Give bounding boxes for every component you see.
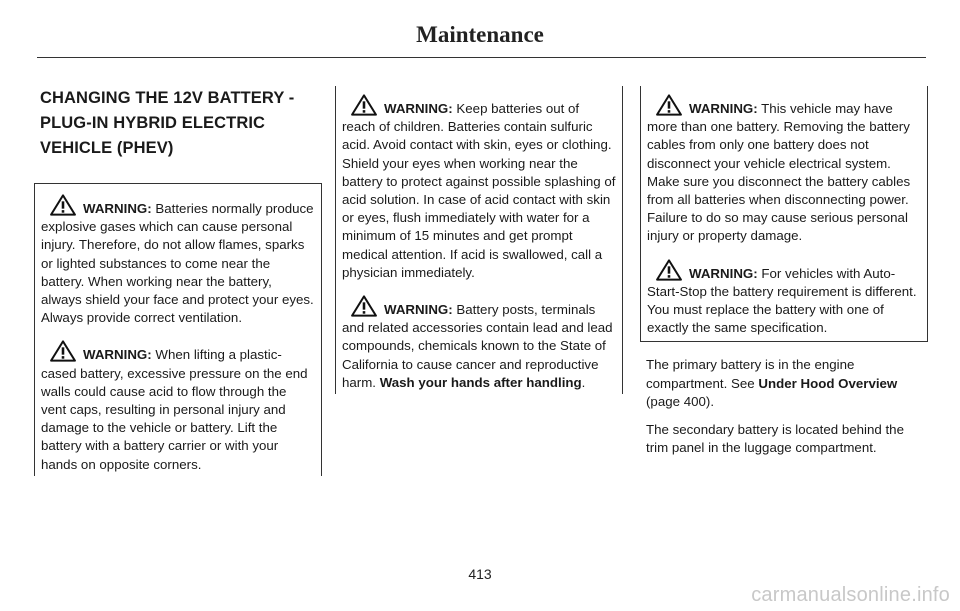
warning-label: WARNING: (384, 101, 453, 116)
warning-lifting-battery (41, 340, 315, 473)
warning-multiple-batteries (647, 94, 921, 246)
warning-triangle-icon (350, 295, 378, 317)
column-1 (40, 86, 316, 476)
primary-battery-paragraph (646, 356, 922, 411)
page-header-title: Maintenance (416, 22, 544, 47)
page-reference: (page 400). (646, 393, 715, 409)
warning-text: When lifting a plastic-cased battery, excessive pressure on the end walls could cause acid to flow through the vent caps, resulting in personal injury and damage to the vehicle or battery. Lift the battery with a battery carrier or with your hands on opposite corners. (41, 347, 308, 472)
secondary-battery-paragraph: The secondary battery is located behind the trim panel in the luggage compartment. (646, 422, 904, 456)
under-hood-overview-link[interactable]: Under Hood Overview (758, 375, 898, 391)
warning-explosive-gases (41, 194, 315, 327)
section-heading (40, 86, 316, 161)
heading-line-2: PLUG-IN HYBRID ELECTRIC (40, 114, 266, 132)
warning-triangle-icon (49, 340, 77, 362)
warning-children-acid (342, 94, 616, 282)
warning-triangle-icon (655, 259, 683, 281)
warning-label: WARNING: (384, 302, 453, 318)
warning-box-3 (640, 86, 928, 342)
header-divider (37, 57, 926, 58)
warning-triangle-icon (49, 194, 77, 216)
heading-line-3: VEHICLE (PHEV) (40, 139, 174, 157)
warning-text: This vehicle may have more than one battery. Removing the battery cables from only one battery does not disconnect your vehicle electrical system. Make sure you disconnect the battery cables from all batteries when disconnecting power. Failure to do so may cause serious personal injury or property damage. (647, 101, 911, 244)
page-number: 413 (468, 566, 492, 582)
warning-label: WARNING: (689, 265, 758, 281)
warning-auto-start-stop (647, 259, 921, 338)
warning-label: WARNING: (83, 347, 152, 363)
paragraph-text: The primary battery is in the engine compartment. See (646, 357, 855, 391)
warning-text: For vehicles with Auto-Start-Stop the battery requirement is different. You must replace the battery with one of exactly the same specification. (647, 265, 917, 336)
warning-text: Battery posts, terminals and related accessories contain lead and lead compounds, chemicals known to the State of California to cause cancer and reproductive harm. (342, 302, 613, 390)
warning-triangle-icon (350, 94, 378, 116)
column-2 (341, 86, 617, 394)
warning-triangle-icon (655, 94, 683, 116)
heading-line-1: CHANGING THE 12V BATTERY - (40, 89, 295, 107)
warning-label: WARNING: (83, 201, 152, 216)
warning-text: Batteries normally produce explosive gases which can cause personal injury. Therefore, do not allow flames, sparks or lighted substances to come near the battery. When working near the battery, always shield your face and protect your eyes. Always provide correct ventilation. (41, 201, 314, 326)
warning-box-2 (335, 86, 623, 394)
warning-box-1 (34, 183, 322, 476)
warning-lead-compounds (342, 295, 616, 392)
column-3 (646, 86, 922, 467)
warning-emphasis: Wash your hands after handling (379, 374, 582, 390)
watermark: carmanualsonline.info (751, 584, 950, 606)
warning-end: . (581, 374, 586, 390)
warning-text: Keep batteries out of reach of children. Batteries contain sulfuric acid. Avoid contact with skin, eyes or clothing. Shield your eyes when working near the battery to protect against possible splashing of acid solution. In case of acid contact with skin or eyes, flush immediately with water for a minimum of 15 minutes and get prompt medical attention. If acid is swallowed, call a physician immediately. (342, 101, 616, 280)
warning-label: WARNING: (689, 101, 758, 116)
